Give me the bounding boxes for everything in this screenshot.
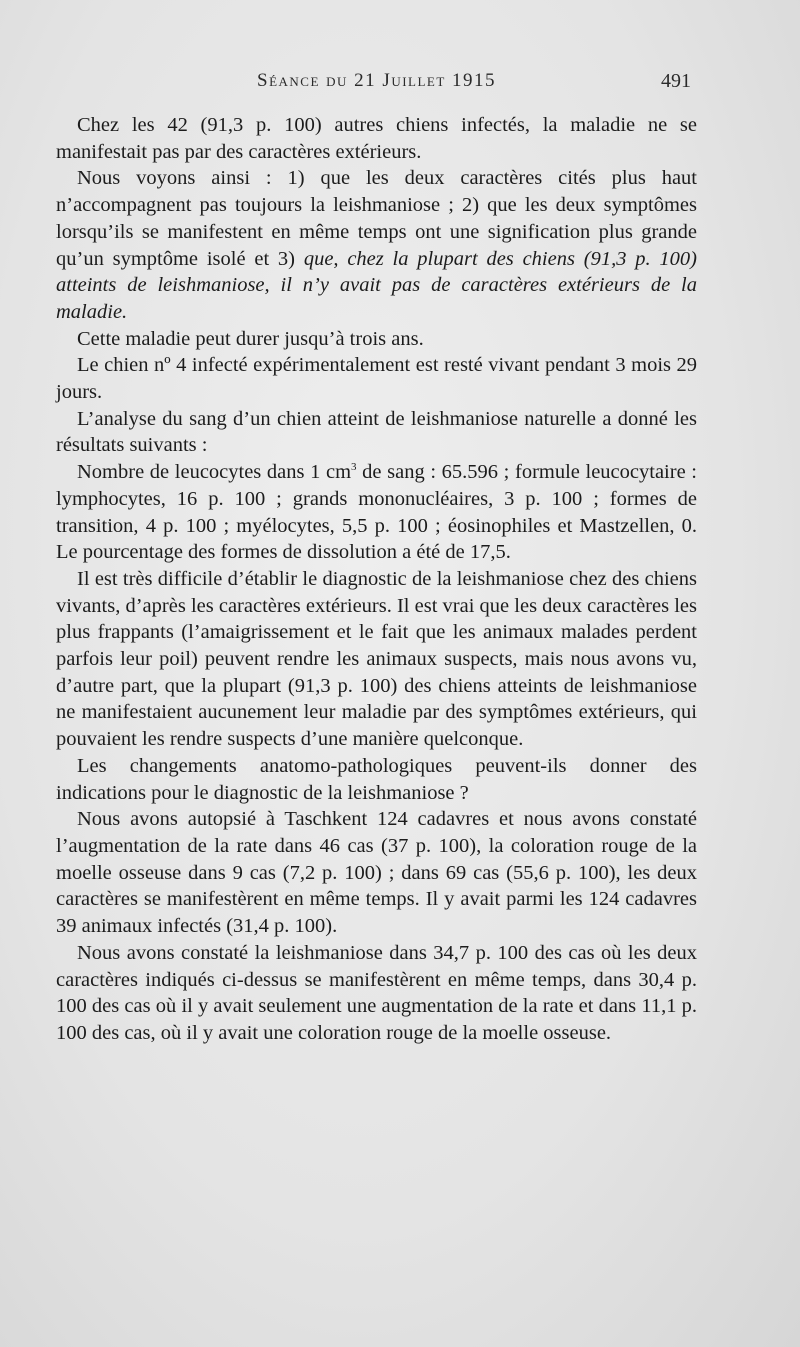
paragraph-2 (56, 165, 697, 325)
paragraph-6-start: Nombre de leucocytes dans 1 cm (77, 461, 352, 484)
paragraph-2-italic: que, chez la plupart des chiens (91,3 p. 100) atteints de leishmaniose, il n’y avait pas de caractères extérieurs de la maladie. (56, 247, 697, 323)
running-header (0, 66, 800, 106)
paragraph-6 (56, 459, 697, 566)
paragraph-3: Cette maladie peut durer jusqu’à trois ans. (77, 327, 424, 350)
running-title: Séance du 21 Juillet 1915 (257, 70, 497, 91)
paragraph-8: Les changements anatomo-pathologiques peuvent-ils donner des indications pour le diagnostic de la leishmaniose ? (56, 754, 697, 804)
cubic-superscript: 3 (351, 461, 357, 474)
paragraph-7: Il est très difficile d’établir le diagnostic de la leishmaniose chez des chiens vivants, d’après les caractères extérieurs. Il est vrai que les deux caractères les plus frappants (l’amaigrissement et le fait que les animaux malades perdent parfois leur poil) peuvent rendre les animaux suspects, mais nous avons vu, d’autre part, que la plupart (91,3 p. 100) des chiens atteints de leishmaniose ne manifestaient aucunement leur maladie par des symptômes extérieurs, qui pouvaient les rendre suspects d’une manière quelconque. (56, 567, 697, 751)
body-text (56, 112, 697, 1047)
paragraph-6-end: de sang : 65.596 ; formule leucocytaire : lymphocytes, 16 p. 100 ; grands mononucléaires, 3 p. 100 ; formes de transition, 4 p. 100 ; myélocytes, 5,5 p. 100 ; éosinophiles et Mastzellen, 0. Le pourcentage des formes de dissolution a été de 17,5. (56, 461, 697, 564)
page-number: 491 (661, 70, 691, 92)
paragraph-10: Nous avons constaté la leishmaniose dans 34,7 p. 100 des cas où les deux caractères indiqués ci-dessus se manifestèrent en même temps, dans 30,4 p. 100 des cas où il y avait seulement une augmentation de la rate et dans 11,1 p. 100 des cas, où il y avait une coloration rouge de la moelle osseuse. (56, 941, 697, 1044)
paragraph-1: Chez les 42 (91,3 p. 100) autres chiens infectés, la maladie ne se manifestait pas par des caractères extérieurs. (56, 114, 697, 163)
paragraph-9: Nous avons autopsié à Taschkent 124 cadavres et nous avons constaté l’augmentation de la rate dans 46 cas (37 p. 100), la coloration rouge de la moelle osseuse dans 9 cas (7,2 p. 100) ; dans 69 cas (55,6 p. 100), les deux caractères se manifestèrent en même temps. Il y avait parmi les 124 cadavres 39 animaux infectés (31,4 p. 100). (56, 808, 697, 938)
paragraph-4: Le chien nº 4 infecté expérimentalement est resté vivant pendant 3 mois 29 jours. (56, 354, 697, 404)
paragraph-5: L’analyse du sang d’un chien atteint de leishmaniose naturelle a donné les résultats suivants : (56, 407, 697, 457)
paragraph-2-roman: Nous voyons ainsi : 1) que les deux caractères cités plus haut n’accompagnent pas toujours la leishmaniose ; 2) que les deux symptômes lorsqu’ils se manifestent en même temps ont une signification plus grande qu’un symptôme isolé et 3) (56, 167, 697, 270)
